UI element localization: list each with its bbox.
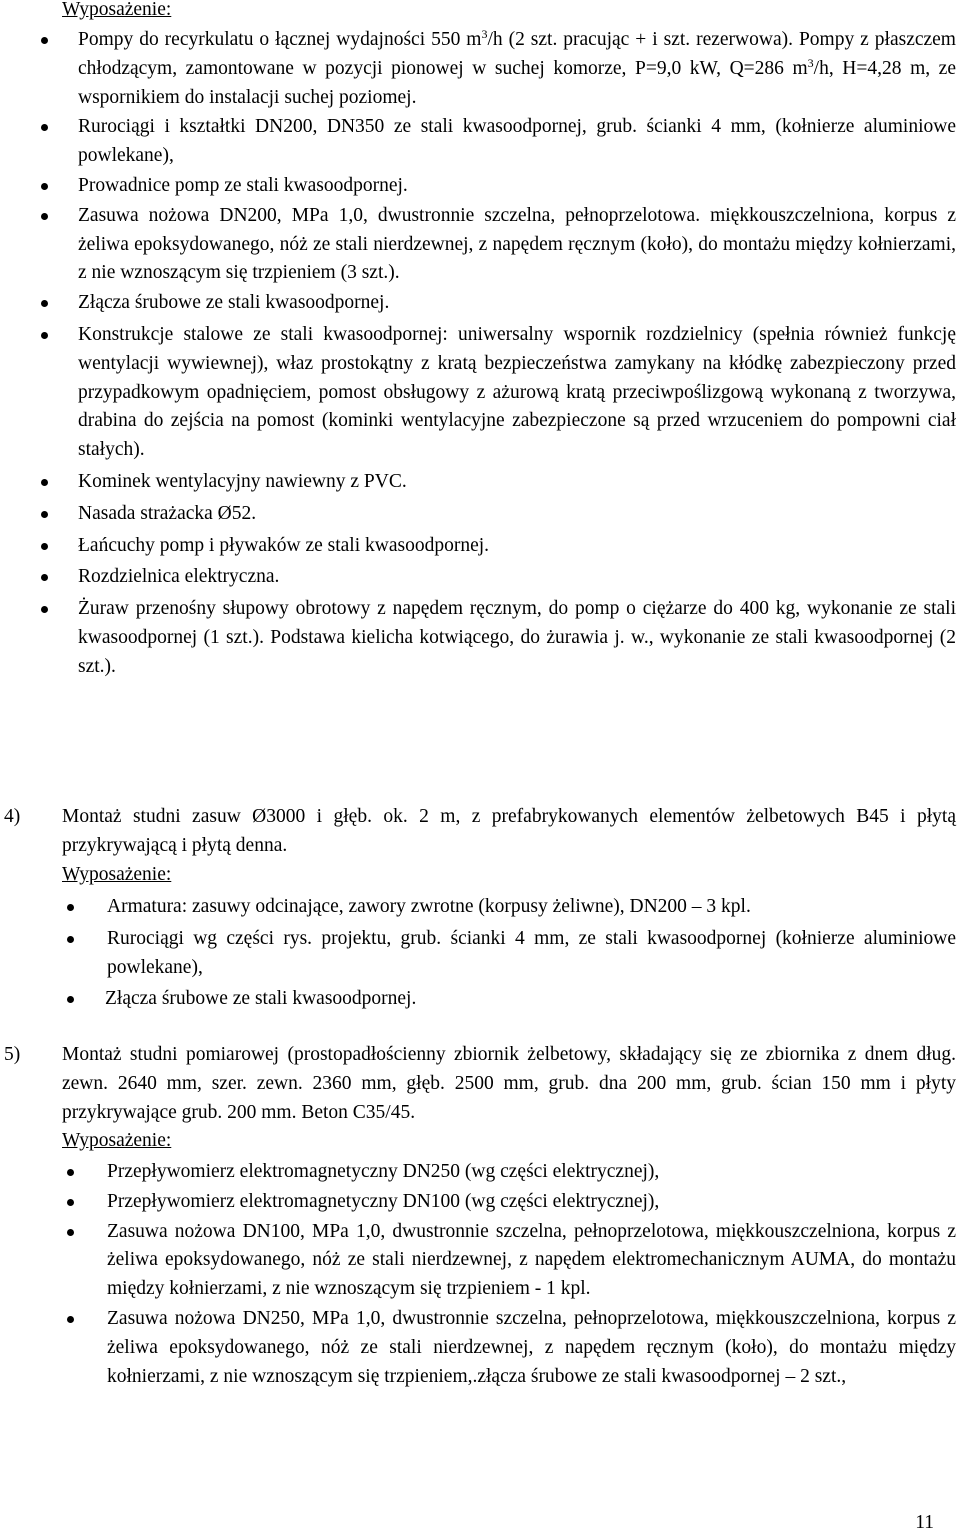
list-item: Rurociągi i kształtki DN200, DN350 ze stali kwasoodpornej, grub. ścianki 4 mm, (kołnierze aluminiowe powlekane), (78, 113, 956, 171)
bullet-icon (67, 936, 74, 943)
bullet-icon (41, 574, 48, 581)
bullet-icon (41, 300, 48, 307)
list-item: Przepływomierz elektromagnetyczny DN250 (wg części elektrycznej), (107, 1158, 956, 1187)
bullet-icon (41, 124, 48, 131)
bullet-icon (41, 37, 48, 44)
list-item: Zasuwa nożowa DN200, MPa 1,0, dwustronnie szczelna, pełnoprzelotowa. miękkouszczelniona, korpus z żeliwa epoksydowanego, nóż ze stali nierdzewnej, z napędem ręcznym (koło), do montażu między kołnierzami, z nie wznoszącym się trzpieniem (3 szt.). (78, 202, 956, 288)
bullet-icon (41, 332, 48, 339)
bullet-icon (67, 1229, 74, 1236)
equipment-list (0, 1158, 960, 1391)
equipment-list (0, 893, 960, 1014)
equipment-list (0, 26, 960, 682)
bullet-icon (41, 543, 48, 550)
list-item: Zasuwa nożowa DN100, MPa 1,0, dwustronnie szczelna, pełnoprzelotowa, miękkouszczelniona, korpus z żeliwa epoksydowanego, nóż ze stali nierdzewnej, z napędem elektromechanicznym AUMA, do montażu między kołnierzami, z nie wznoszącym się trzpieniem - 1 kpl. (107, 1218, 956, 1304)
list-item: Prowadnice pomp ze stali kwasoodpornej. (78, 172, 956, 201)
item-number: 4) (4, 806, 21, 827)
list-item: Przepływomierz elektromagnetyczny DN100 (wg części elektrycznej), (107, 1188, 956, 1217)
equipment-heading: Wyposażenie: (62, 1130, 172, 1151)
list-item: Nasada strażacka Ø52. (78, 500, 956, 529)
bullet-icon (67, 904, 74, 911)
bullet-icon (67, 1316, 74, 1323)
list-item: Kominek wentylacyjny nawiewny z PVC. (78, 468, 956, 497)
list-item: Armatura: zasuwy odcinające, zawory zwrotne (korpusy żeliwne), DN200 – 3 kpl. (107, 893, 956, 922)
bullet-icon (67, 1199, 74, 1206)
bullet-icon (67, 1169, 74, 1176)
item-number: 5) (4, 1044, 21, 1065)
list-item: Łańcuchy pomp i pływaków ze stali kwasoodpornej. (78, 532, 956, 561)
page-number: 11 (915, 1512, 934, 1533)
list-item: Żuraw przenośny słupowy obrotowy z napędem ręcznym, do pomp o ciężarze do 400 kg, wykonanie ze stali kwasoodpornej (1 szt.). Podstawa kielicha kotwiącego, do żurawia j. w., wykonanie ze stali kwasoodpornej (2 szt.). (78, 595, 956, 681)
bullet-icon (41, 511, 48, 518)
list-item: Złącza śrubowe ze stali kwasoodpornej. (105, 985, 956, 1014)
equipment-heading: Wyposażenie: (62, 0, 172, 20)
bullet-icon (41, 183, 48, 190)
list-item: Konstrukcje stalowe ze stali kwasoodpornej: uniwersalny wspornik rozdzielnicy (spełnia również funkcję wentylacji wywiewnej), właz prostokątny z kratą bezpieczeństwa zamykany na kłódkę zabezpieczony przed przypadkowym opadnięciem, pomost obsługowy z ażurową kratą przeciwpoślizgową wykonaną z tworzywa, drabina do zejścia na pomost (kominki wentylacyjne zabezpieczone są przed wrzuceniem do pompowni ciał stałych). (78, 321, 956, 465)
list-item: Złącza śrubowe ze stali kwasoodpornej. (78, 289, 956, 318)
bullet-icon (41, 213, 48, 220)
item-text: Montaż studni pomiarowej (prostopadłościenny zbiornik żelbetowy, składający się ze zbiornika z dnem dług. zewn. 2640 mm, szer. zewn. 2360 mm, głęb. 2500 mm, grub. dna 200 mm, grub. ścian 150 mm i płyty przykrywające grub. 200 mm. Beton C35/45. (62, 1044, 956, 1123)
list-item: Rurociągi wg części rys. projektu, grub. ścianki 4 mm, ze stali kwasoodpornej (kołnierze aluminiowe powlekane), (107, 925, 956, 983)
item-text: Montaż studni zasuw Ø3000 i głęb. ok. 2 m, z prefabrykowanych elementów żelbetowych B45 i płytą przykrywającą i płytą denna. (62, 806, 956, 856)
equipment-heading: Wyposażenie: (62, 864, 172, 885)
list-item: Pompy do recyrkulatu o łącznej wydajności 550 $m^3/h$ (2 szt. pracując + i szt. rezerwowa). Pompy z płaszczem chłodzącym, zamontowane w pozycji pionowej w suchej komorze, P=9,0 kW, Q=286 $m^3/h$, H=4,28 m, ze wspornikiem do instalacji suchej poziomej. (78, 26, 956, 112)
bullet-icon (67, 996, 74, 1003)
list-item: Rozdzielnica elektryczna. (78, 563, 956, 592)
list-item: Zasuwa nożowa DN250, MPa 1,0, dwustronnie szczelna, pełnoprzelotowa, miękkouszczelniona, korpus z żeliwa epoksydowanego, nóż ze stali nierdzewnej, z napędem ręcznym (koło), do montażu między kołnierzami, z nie wznoszącym się trzpieniem,.złącza śrubowe ze stali kwasoodpornej – 2 szt., (107, 1305, 956, 1391)
bullet-icon (41, 479, 48, 486)
bullet-icon (41, 606, 48, 613)
